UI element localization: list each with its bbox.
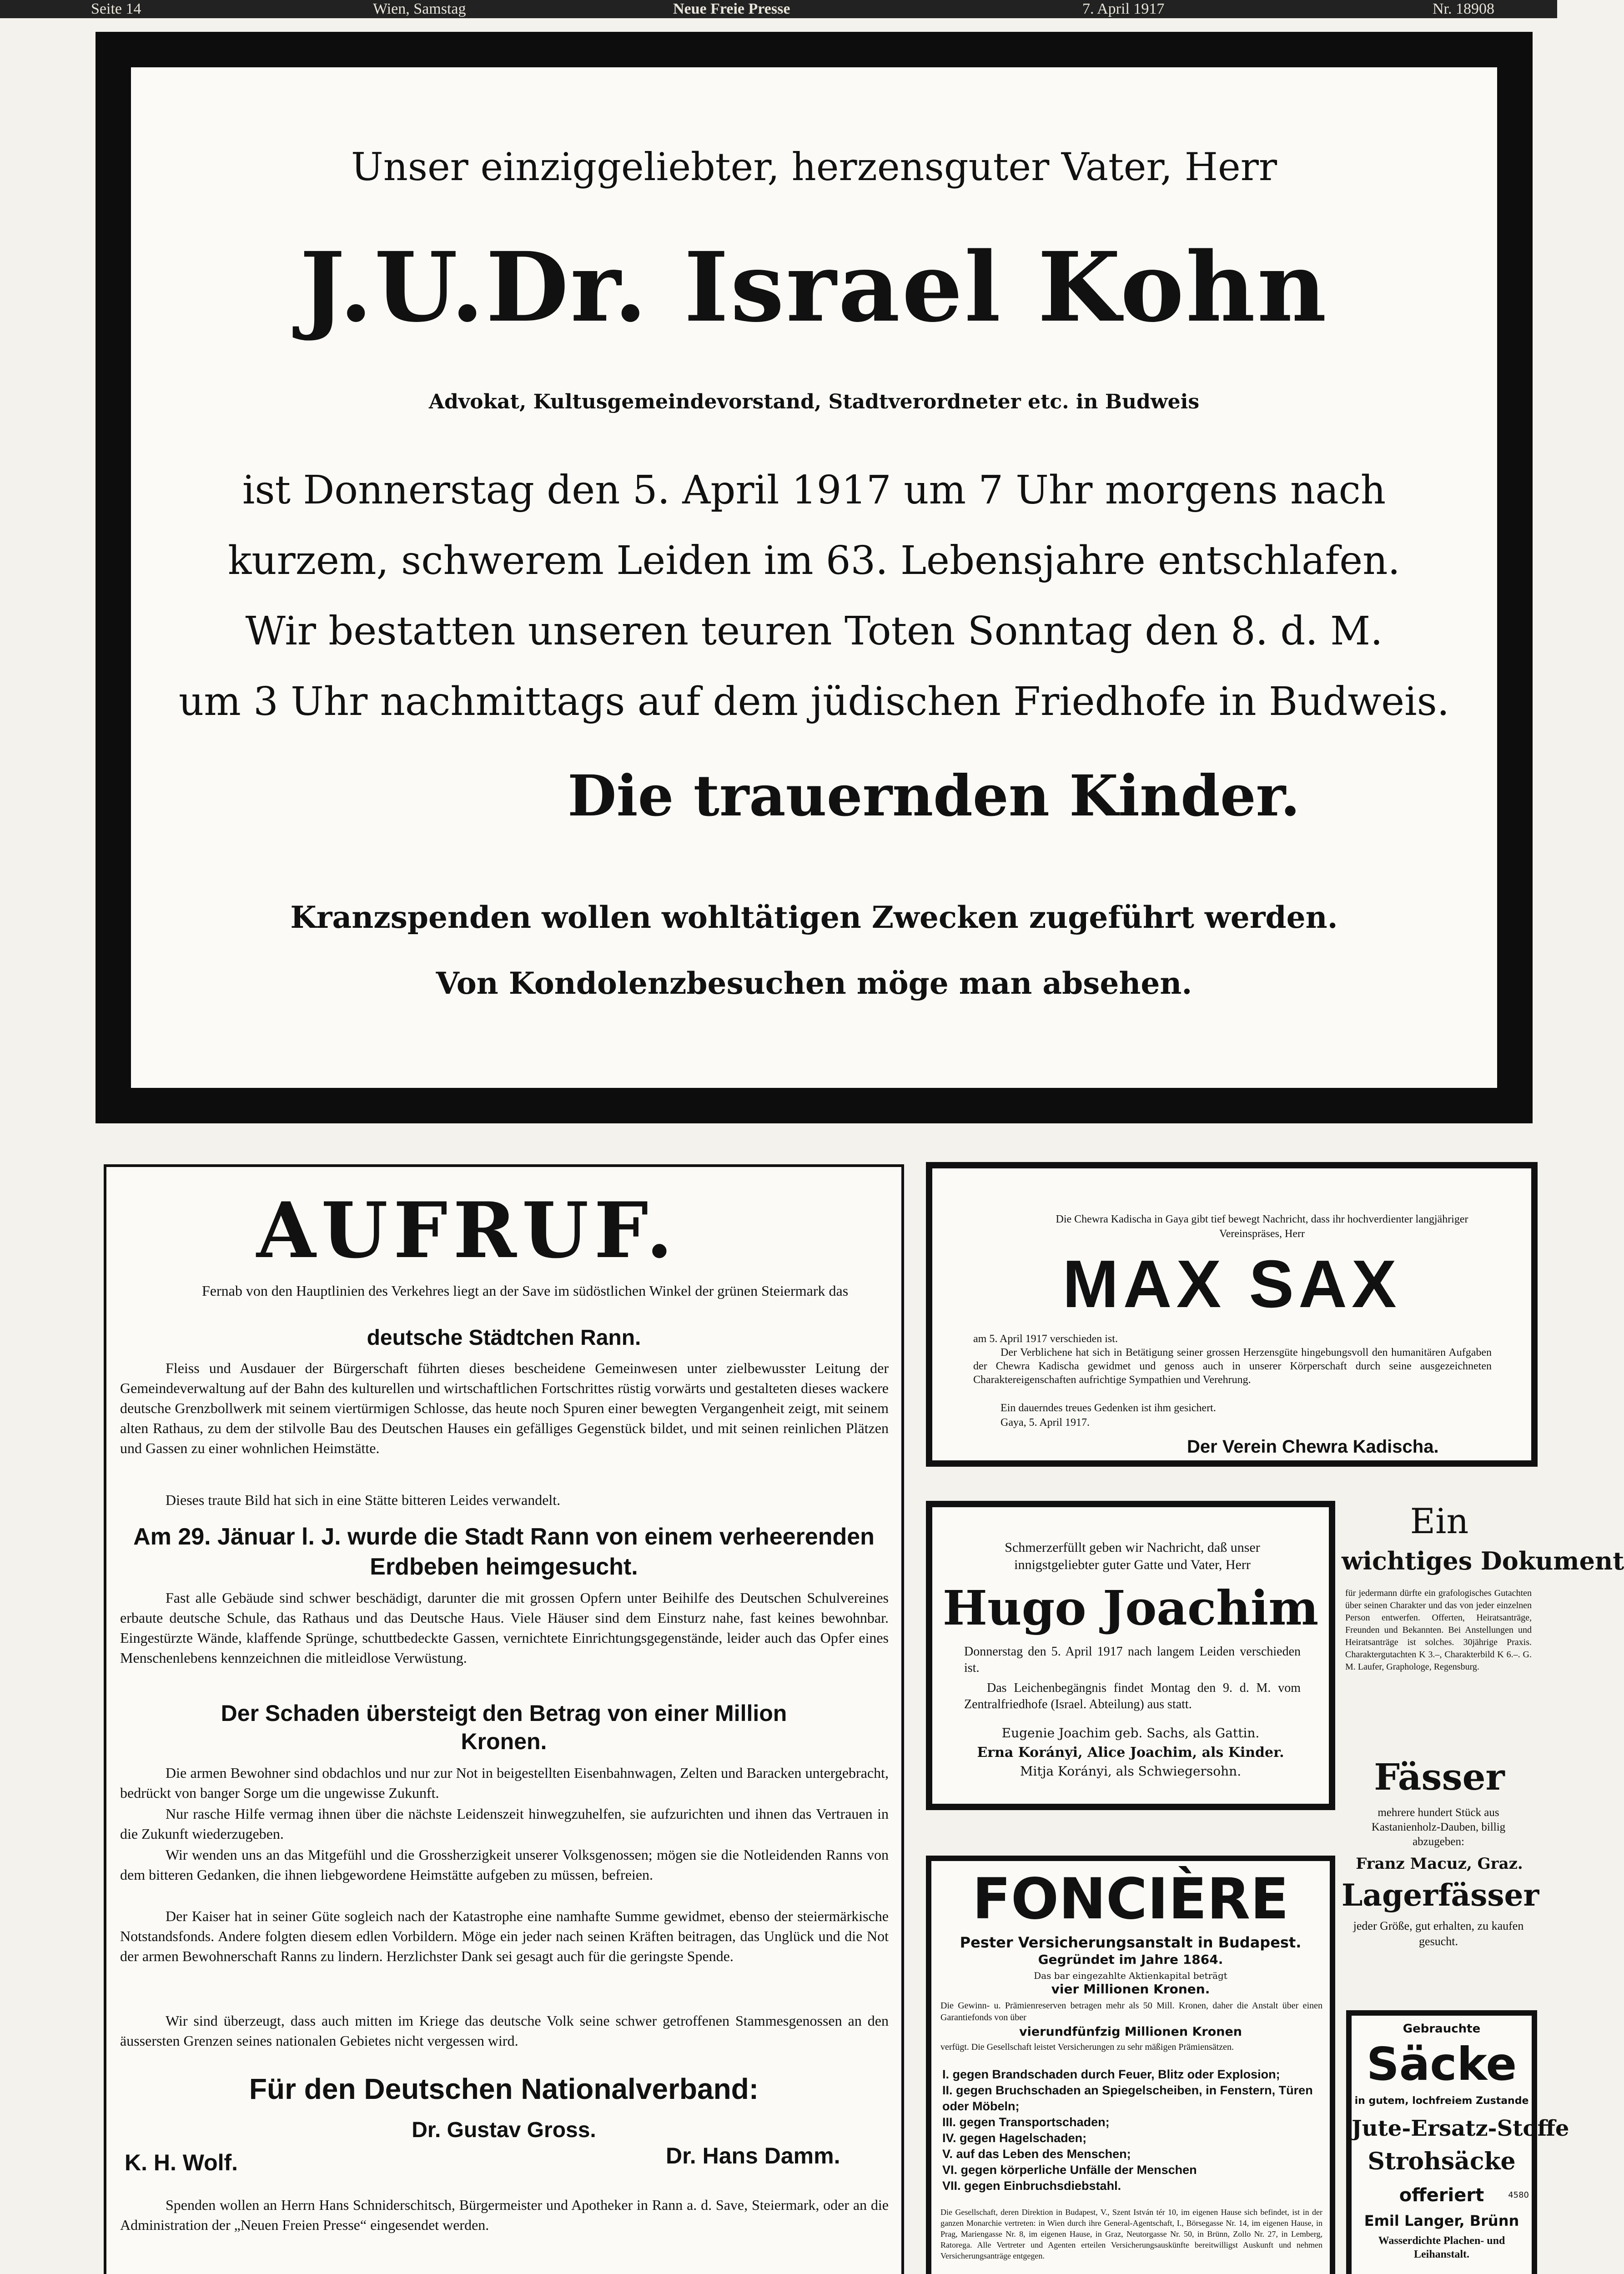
saecke-offer: offeriert	[1399, 2185, 1484, 2206]
kohn-roles: Advokat, Kultusgemeindevorstand, Stadtverordneter etc. in Budweis	[428, 390, 1200, 413]
fonciere-item: I. gegen Brandschaden durch Feuer, Blitz oder Explosion;	[942, 2068, 1280, 2081]
faesser-sub: Lagerfässer	[1342, 1877, 1539, 1913]
aufruf-sig-3: Dr. Hans Damm.	[666, 2143, 840, 2168]
aufruf-ad	[104, 1164, 904, 2274]
kohn-text-2: kurzem, schwerem Leiden im 63. Lebensjahre entschlafen.	[228, 538, 1400, 584]
joachim-name: Hugo Joachim	[942, 1580, 1319, 1636]
joachim-sig-2: Erna Korányi, Alice Joachim, als Kinder.	[977, 1745, 1284, 1761]
faesser-text-2: jeder Größe, gut erhalten, zu kaufen gesucht.	[1353, 1919, 1524, 1948]
kohn-text-4: um 3 Uhr nachmittags auf dem jüdischen Friedhofe in Budweis.	[178, 679, 1450, 724]
fonciere-founded: Gegründet im Jahre 1864.	[1038, 1952, 1223, 1967]
header-date: 7. April 1917	[1082, 0, 1165, 17]
aufruf-para-5: Nur rasche Hilfe vermag ihnen über die nächste Leidenszeit hinwegzuhelfen, sie aufzurichten und ihnen das Vertrauen in die Zukunft wiederzugeben.	[120, 1806, 889, 1842]
aufruf-footer: Spenden wollen an Herrn Hans Schniderschitsch, Bürgermeister und Apotheker in Rann a. d. Save, Steiermark, oder an die Administration der „Neuen Freien Presse“ eingesendet werden.	[120, 2197, 889, 2233]
fonciere-text: Die Gewinn- u. Prämienreserven betragen mehr als 50 Mill. Kronen, daher die Anstalt über einen Garantiefonds von über	[940, 2001, 1322, 2022]
joachim-sig-3: Mitja Korányi, als Schwiegersohn.	[1020, 1764, 1242, 1779]
fonciere-item: III. gegen Transportschaden;	[942, 2115, 1110, 2129]
fonciere-subtitle: Pester Versicherungsanstalt in Budapest.	[960, 1934, 1302, 1951]
faesser-company: Franz Macuz, Graz.	[1356, 1855, 1523, 1873]
aufruf-para-3: Fast alle Gebäude sind schwer beschädigt, darunter die mit grossen Opfern unter Beihilfe des Deutschen Schulvereines erbaute deutsche Schule, das Rathaus und das Deutsche Haus. Viele Häuser sind dem Einsturz nahe, fast keines bewohnbar. Eingestürzte Wände, klaffende Sprünge, schuttbedeckte Gassen, vernichtete Einrichtungsgegenstände, leider auch das Opfer eines Menschenlebens kennzeichnen die mitleidlose Verwüstung.	[120, 1590, 889, 1666]
aufruf-title: AUFRUF.	[256, 1185, 679, 1275]
fonciere-item: V. auf das Leben des Menschen;	[942, 2147, 1131, 2161]
saecke-big-2: Strohsäcke	[1368, 2148, 1516, 2175]
aufruf-para-8: Wir sind überzeugt, dass auch mitten im Kriege das deutsche Volk seine schwer getroffenen Stammesgenossen an den äussersten Grenzen seines nationalen Gebietes nicht vergessen wird.	[120, 2012, 889, 2049]
aufruf-para-4: Die armen Bewohner sind obdachlos und nur zur Not in beigestellten Eisenbahnwagen, Zelten und Baracken untergebracht, bedrückt von banger Sorge um die ungewisse Zukunft.	[120, 1765, 889, 1801]
dokument-title-1: Ein	[1410, 1501, 1469, 1541]
sax-text-2: Der Verblichene hat sich in Betätigung seiner grossen Herzensgüte hingebungsvoll den humanitären Aufgaben der Chewra Kadischa gewidmet und genoss auch in unserer Körperschaft durch seine ausgezeichneten Charaktereigenschaften aufrichtige Sympathien und Verehrung.	[973, 1347, 1492, 1386]
kohn-signature: Die trauernden Kinder.	[568, 763, 1300, 829]
kohn-text-3: Wir bestatten unseren teuren Toten Sonntag den 8. d. M.	[245, 609, 1383, 654]
joachim-intro: Schmerzerfüllt geben wir Nachricht, daß unser innigstgeliebter guter Gatte und Vater, Herr	[1005, 1540, 1260, 1572]
sax-signature: Der Verein Chewra Kadischa.	[1187, 1437, 1439, 1457]
aufruf-para-6: Wir wenden uns an das Mitgefühl und die Grossherzigkeit unserer Volksgenossen; mögen sie die Notleidenden Ranns von dem bitteren Gedanken, die ihnen liebgewordene Heimstätte aufgeben zu müssen, befreien.	[120, 1846, 889, 1883]
aufruf-headline-2: Der Schaden übersteigt den Betrag von einer Million Kronen.	[221, 1700, 787, 1754]
joachim-sig-1: Eugenie Joachim geb. Sachs, als Gattin.	[1001, 1726, 1260, 1741]
sax-text-1: am 5. April 1917 verschieden ist.	[973, 1333, 1118, 1345]
page-header	[0, 0, 1557, 18]
faesser-title: Fässer	[1374, 1756, 1505, 1798]
saecke-title: Säcke	[1366, 2038, 1517, 2091]
aufruf-intro: Fernab von den Hauptlinien des Verkehres liegt an der Save im südöstlichen Winkel der grünen Steiermark das	[202, 1283, 849, 1299]
fonciere-text-b: verfügt. Die Gesellschaft leistet Versicherungen zu sehr mäßigen Prämiensätzen.	[940, 2042, 1234, 2052]
joachim-text-2: Das Leichenbegängnis findet Montag den 9. d. M. vom Zentralfriedhofe (Israel. Abteilung) aus statt.	[964, 1681, 1301, 1711]
ad-dokument	[1342, 1501, 1624, 1746]
ad-saecke	[1346, 2010, 1569, 2274]
header-city-date: Wien, Samstag	[373, 0, 466, 17]
dokument-title-2: wichtiges Dokument	[1342, 1546, 1624, 1575]
fonciere-item: VII. gegen Einbruchsdiebstahl.	[942, 2179, 1121, 2193]
aufruf-para-7: Der Kaiser hat in seiner Güte sogleich nach der Katastrophe eine namhafte Summe gewidmet, ebenso der steiermärkische Notstandsfonds. Andere folgten diesem edlen Vorbildern. Möge ein jeder nach seinen Kräften beitragen, das Unglück und die Not der armen Bewohnerschaft Ranns zu lindern. Herzlichster Dank sei gesagt auch für die geringste Spende.	[120, 1908, 889, 1964]
aufruf-sig-2: K. H. Wolf.	[125, 2150, 238, 2175]
fonciere-capital-value: vier Millionen Kronen.	[1051, 1982, 1210, 1997]
saecke-sub: in gutem, lochfreiem Zustande	[1354, 2095, 1529, 2107]
sax-text-3: Ein dauerndes treues Gedenken ist ihm gesichert.	[1001, 1402, 1216, 1414]
fonciere-guarantee: vierundfünfzig Millionen Kronen	[1019, 2025, 1242, 2039]
joachim-text-1: Donnerstag den 5. April 1917 nach langem Leiden verschieden ist.	[964, 1645, 1301, 1675]
kohn-name: J.U.Dr. Israel Kohn	[300, 231, 1328, 343]
fonciere-item: IV. gegen Hagelschaden;	[942, 2131, 1087, 2145]
dokument-text: für jedermann dürfte ein grafologisches Gutachten über seinen Charakter und das von jeder einzelnen Person entwerfen. Offerten, Heiratsanträge, Freunden und Bekannten. Bei Anstellungen und Heiratsanträge ist solches. 30jährige Praxis. Charaktergutachten K 3.–, Charakterbild K 6.–. G. M. Laufer, Graphologe, Regensburg.	[1345, 1588, 1532, 1672]
page-number: Seite 14	[91, 0, 141, 17]
sax-intro: Die Chewra Kadischa in Gaya gibt tief bewegt Nachricht, dass ihr hochverdienter langjähriger Vereinspräses, Herr	[1056, 1213, 1468, 1240]
obituary-joachim	[926, 1501, 1335, 1810]
aufruf-para-2: Dieses traute Bild hat sich in eine Stätte bitteren Leides verwandelt.	[166, 1492, 561, 1508]
fonciere-title: FONCIÈRE	[972, 1866, 1289, 1932]
saecke-big-1: Jute-Ersatz-Stoffe	[1352, 2116, 1569, 2141]
saecke-company: Emil Langer, Brünn	[1364, 2212, 1519, 2229]
ad-faesser	[1342, 1756, 1537, 1969]
obituary-sax	[926, 1162, 1538, 1467]
saecke-text: Wasserdichte Plachen- und Leihanstalt.	[1378, 2235, 1505, 2260]
aufruf-town: deutsche Städtchen Rann.	[367, 1326, 641, 1350]
issue-number: Nr. 18908	[1433, 0, 1494, 17]
aufruf-sig-1: Dr. Gustav Gross.	[412, 2118, 596, 2142]
fonciere-list	[942, 2067, 1320, 2194]
aufruf-para-1: Fleiss und Ausdauer der Bürgerschaft führten dieses bescheidene Gemeinwesen unter zielbewusster Leitung der Gemeindeverwaltung auf der Bahn des kulturellen und wirtschaftlichen Fortschrittes rüstig vorwärts und gestalteten dieses wackere deutsche Grenzbollwerk mit seinem viertürmigen Schlosse, das heute noch Spuren einer bewegten Vergangenheit zeigt, mit seinem alten Rathaus, zu dem der stilvolle Bau des Deutschen Hauses ein gefälliges Gegenstück bildet, und mit seinen reinlichen Plätzen und Gassen zu einer wohnlichen Heimstätte.	[120, 1360, 889, 1456]
sax-name: MAX SAX	[1062, 1247, 1401, 1322]
obituary-kohn	[96, 32, 1533, 1123]
faesser-text: mehrere hundert Stück aus Kastanienholz-Dauben, billig abzugeben:	[1371, 1806, 1506, 1848]
ad-fonciere	[926, 1856, 1335, 2274]
kohn-note-2: Von Kondolenzbesuchen möge man absehen.	[436, 966, 1192, 1001]
newspaper-title: Neue Freie Presse	[673, 0, 790, 17]
aufruf-headline-1: Am 29. Jänuar l. J. wurde die Stadt Rann von einem verheerenden Erdbeben heimgesucht.	[133, 1524, 875, 1580]
kohn-intro: Unser einziggeliebter, herzensguter Vater, Herr	[351, 145, 1277, 189]
saecke-top: Gebrauchte	[1403, 2022, 1481, 2036]
fonciere-item: II. gegen Bruchschaden an Spiegelscheiben, in Fenstern, Türen oder Möbeln;	[942, 2083, 1313, 2113]
fonciere-capital: Das bar eingezahlte Aktienkapital beträgt	[1034, 1970, 1227, 1981]
sax-place: Gaya, 5. April 1917.	[1001, 1417, 1090, 1429]
kohn-text-1: ist Donnerstag den 5. April 1917 um 7 Uhr morgens nach	[242, 468, 1386, 513]
fonciere-footer: Die Gesellschaft, deren Direktion in Budapest, V., Szent István tér 10, im eigenen Hause sich befindet, ist in der ganzen Monarchie vertreten: in Wien durch ihre General-Agentschaft, I., Börsegasse Nr. 14, im eigenen Hause, in Prag, Mariengasse Nr. 8, im eigenen Hause, in Graz, Neutorgasse Nr. 50, in Brünn, Zollo Nr. 27, in Lemberg, Ratorega. Alle Vertreter und Agenten erteilen Versicherungsauskünfte bereitwilligst Auskunft und nehmen Versicherungsanträge entgegen.	[940, 2208, 1322, 2260]
aufruf-org: Für den Deutschen Nationalverband:	[249, 2073, 759, 2105]
fonciere-item: VI. gegen körperliche Unfälle der Menschen	[942, 2163, 1197, 2177]
kohn-note-1: Kranzspenden wollen wohltätigen Zwecken zugeführt werden.	[290, 900, 1338, 935]
saecke-code: 4580	[1508, 2190, 1529, 2200]
